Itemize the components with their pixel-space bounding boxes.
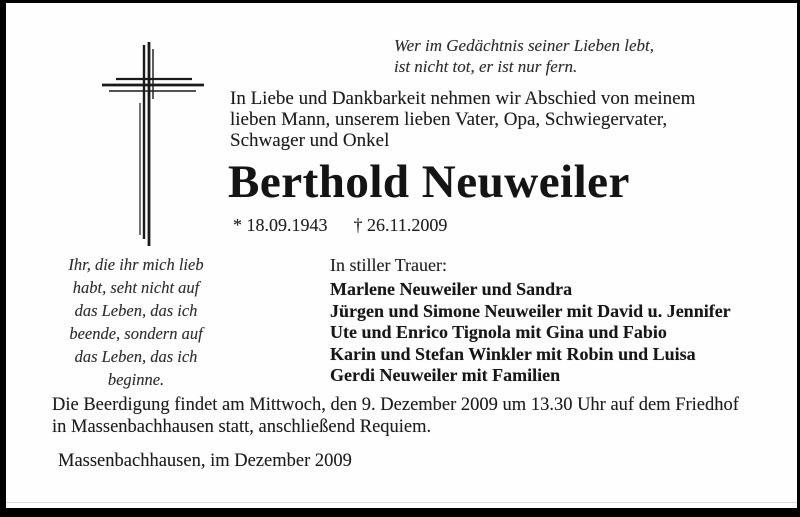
mourners-list — [330, 279, 731, 387]
notice-card — [6, 3, 797, 508]
intro-paragraph — [230, 88, 695, 151]
poem-line: das Leben, das ich — [74, 301, 198, 320]
death-date: † 26.11.2009 — [353, 215, 448, 235]
intro-line: In Liebe und Dankbarkeit nehmen wir Abschied von meinem — [230, 88, 696, 109]
epigraph — [394, 35, 654, 77]
mourner-line: Gerdi Neuweiler mit Familien — [330, 365, 561, 386]
mourner-line: Ute und Enrico Tignola mit Gina und Fabio — [330, 322, 667, 343]
closing-place-date: Massenbachhausen, im Dezember 2009 — [58, 451, 352, 471]
poem-line: beende, sondern auf — [69, 324, 203, 343]
birth-date: * 18.09.1943 — [233, 215, 328, 235]
epigraph-line: ist nicht tot, er ist nur fern. — [394, 57, 578, 76]
funeral-line: in Massenbachhausen statt, anschließend Requiem. — [52, 417, 432, 437]
mourner-line: Jürgen und Simone Neuweiler mit David u. Jennifer — [330, 300, 731, 321]
intro-line: Schwager und Onkel — [230, 130, 390, 151]
mourner-line: Karin und Stefan Winkler mit Robin und Luisa — [330, 343, 696, 364]
funeral-info — [52, 394, 739, 438]
mourning-heading: In stiller Trauer: — [330, 255, 447, 275]
mourner-line: Marlene Neuweiler und Sandra — [330, 279, 573, 299]
cross-icon — [92, 39, 212, 253]
life-dates — [233, 215, 447, 236]
funeral-line: Die Beerdigung findet am Mittwoch, den 9. Dezember 2009 um 13.30 Uhr auf dem Friedhof — [52, 395, 739, 415]
intro-line: lieben Mann, unserem lieben Vater, Opa, Schwiegervater, — [230, 109, 668, 130]
deceased-name: Berthold Neuweiler — [228, 156, 630, 208]
poem-line: das Leben, das ich — [74, 347, 198, 366]
scan-shadow-line — [6, 502, 797, 503]
poem-line: beginne. — [107, 370, 165, 389]
poem — [44, 253, 228, 391]
poem-line: Ihr, die ihr mich lieb — [68, 255, 204, 274]
epigraph-line: Wer im Gedächtnis seiner Lieben lebt, — [394, 36, 654, 55]
poem-line: habt, seht nicht auf — [72, 278, 200, 297]
